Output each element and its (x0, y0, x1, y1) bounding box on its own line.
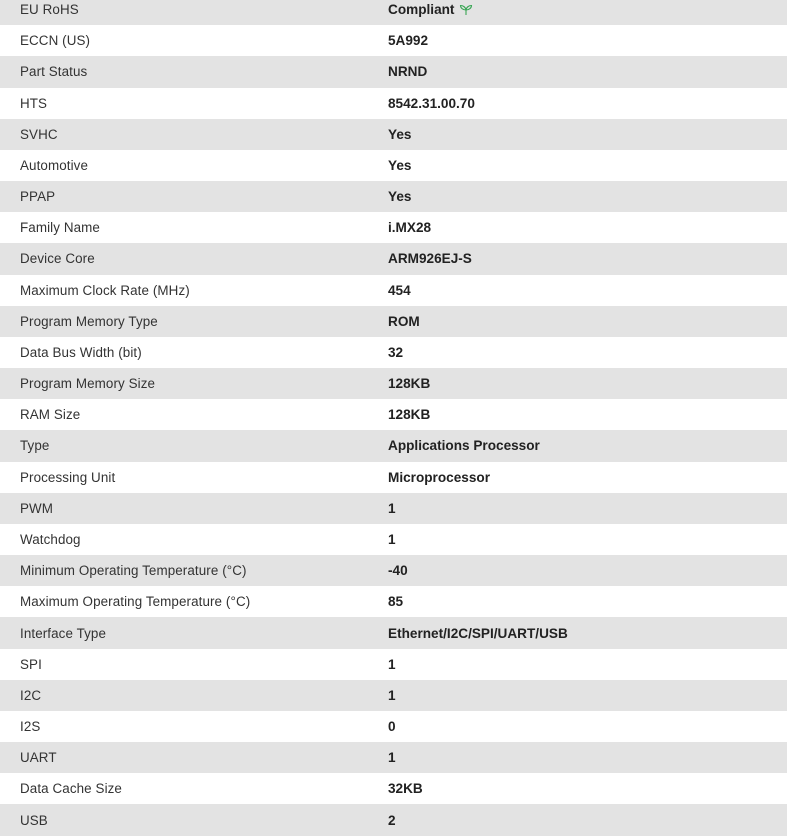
spec-row-automotive (0, 150, 787, 181)
spec-value: i.MX28 (388, 220, 432, 236)
spec-label: SPI (20, 656, 42, 672)
spec-value: Microprocessor (388, 469, 490, 485)
leaf-icon (459, 4, 473, 16)
spec-label: Part Status (20, 64, 88, 80)
spec-row-max-clock-rate (0, 275, 787, 306)
spec-value: 454 (388, 282, 411, 298)
spec-value: 128KB (388, 376, 431, 392)
spec-value: 8542.31.00.70 (388, 95, 475, 111)
spec-label: Processing Unit (20, 469, 116, 485)
spec-row-eu-rohs (0, 0, 787, 25)
spec-value: Ethernet/I2C/SPI/UART/USB (388, 625, 568, 641)
spec-value: Yes (388, 126, 412, 142)
spec-row-svhc (0, 119, 787, 150)
spec-label: Data Cache Size (20, 781, 122, 797)
spec-row-max-operating-temp (0, 586, 787, 617)
spec-label: Type (20, 438, 50, 454)
spec-row-ppap (0, 181, 787, 212)
spec-row-watchdog (0, 524, 787, 555)
spec-row-part-status (0, 56, 787, 87)
spec-row-i2c (0, 680, 787, 711)
spec-row-uart (0, 742, 787, 773)
spec-label: Watchdog (20, 532, 81, 547)
spec-value-wrap (388, 2, 473, 17)
spec-value: Compliant (388, 2, 455, 18)
spec-label: Data Bus Width (bit) (20, 344, 142, 360)
spec-row-usb (0, 804, 787, 835)
spec-label: PWM (20, 500, 54, 516)
spec-row-program-memory-size (0, 368, 787, 399)
spec-label: HTS (20, 95, 48, 111)
spec-row-program-memory-type (0, 306, 787, 337)
spec-label: USB (20, 812, 48, 828)
spec-label: RAM Size (20, 407, 81, 423)
spec-label: UART (20, 750, 57, 766)
spec-value: 128KB (388, 407, 431, 423)
spec-value: 1 (388, 500, 396, 516)
spec-row-hts (0, 88, 787, 119)
spec-row-interface-type (0, 617, 787, 648)
spec-value: 0 (388, 719, 396, 735)
spec-value: ARM926EJ-S (388, 251, 472, 267)
spec-label: I2C (20, 687, 42, 703)
spec-row-pwm (0, 493, 787, 524)
spec-row-i2s (0, 711, 787, 742)
spec-value: NRND (388, 64, 428, 80)
spec-row-type (0, 430, 787, 461)
spec-label: I2S (20, 719, 41, 735)
spec-value: 1 (388, 687, 396, 703)
spec-label: EU RoHS (20, 2, 79, 18)
spec-row-min-operating-temp (0, 555, 787, 586)
spec-label: SVHC (20, 126, 58, 142)
spec-row-data-cache-size (0, 773, 787, 804)
spec-row-data-bus-width (0, 337, 787, 368)
spec-row-processing-unit (0, 462, 787, 493)
spec-value: 32KB (388, 781, 423, 797)
spec-label: Interface Type (20, 625, 107, 641)
spec-value: 1 (388, 532, 396, 547)
spec-label: ECCN (US) (20, 33, 91, 49)
spec-row-spi (0, 649, 787, 680)
spec-value: 1 (388, 750, 396, 766)
spec-value: Yes (388, 157, 412, 173)
spec-row-device-core (0, 243, 787, 274)
spec-value: 5A992 (388, 33, 429, 49)
spec-value: Yes (388, 189, 412, 205)
spec-label: Maximum Clock Rate (MHz) (20, 282, 190, 298)
spec-value: 2 (388, 812, 396, 828)
spec-value: 32 (388, 344, 404, 360)
spec-value: ROM (388, 313, 420, 329)
spec-label: Device Core (20, 251, 95, 267)
spec-label: PPAP (20, 189, 56, 205)
spec-label: Program Memory Type (20, 313, 158, 329)
spec-row-eccn (0, 25, 787, 56)
spec-value: 85 (388, 594, 404, 610)
spec-label: Minimum Operating Temperature (°C) (20, 563, 247, 579)
spec-value: 1 (388, 656, 396, 672)
spec-row-ram-size (0, 399, 787, 430)
spec-label: Family Name (20, 220, 100, 236)
spec-value: Applications Processor (388, 438, 540, 454)
spec-label: Automotive (20, 157, 88, 173)
spec-value: -40 (388, 563, 408, 579)
spec-label: Program Memory Size (20, 376, 156, 392)
spec-label: Maximum Operating Temperature (°C) (20, 594, 251, 610)
spec-row-family-name (0, 212, 787, 243)
